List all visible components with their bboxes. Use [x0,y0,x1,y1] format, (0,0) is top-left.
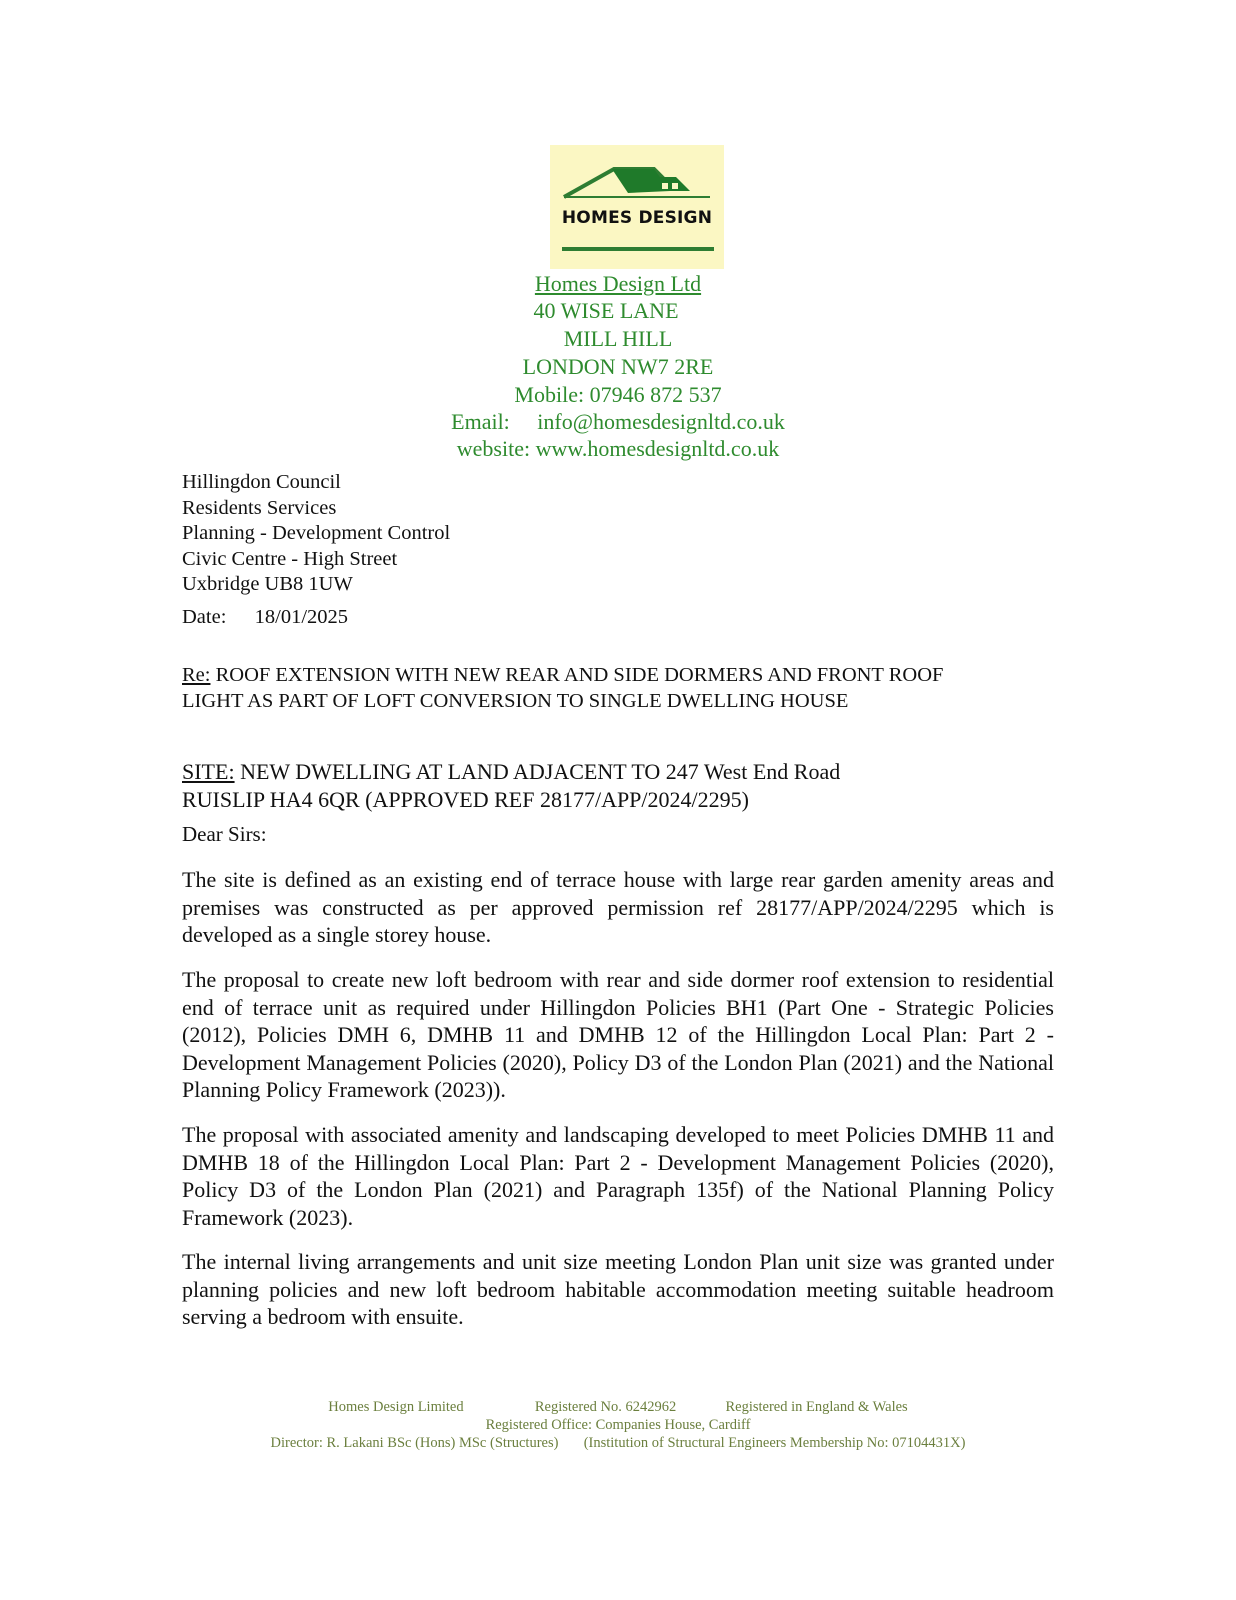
recipient-line: Uxbridge UB8 1UW [182,573,353,595]
recipient-line: Hillingdon Council [182,471,341,493]
body-paragraph: The internal living arrangements and unit size meeting London Plan unit size was granted under planning policies and new loft bedroom habitable accommodation meeting suitable headroom serving a bedroom with ensuite. [182,1249,1054,1329]
body-paragraph: The proposal to create new loft bedroom with rear and side dormer roof extension to residential end of terrace unit as required under Hillingdon Policies BH1 (Part One - Strategic Policies (2012), Policies DMH 6, DMHB 11 and DMHB 12 of the Hillingdon Local Plan: Part 2 - Development Management Policies (2020), Policy D3 of the London Plan (2021) and the National Planning Policy Framework (2023)). [182,967,1054,1102]
re-line-1: ROOF EXTENSION WITH NEW REAR AND SIDE DORMERS AND FRONT ROOF [215,664,944,686]
body-paragraph: The proposal with associated amenity and landscaping developed to meet Policies DMHB 11 and DMHB 18 of the Hillingdon Local Plan: Part 2 - Development Management Policies (2020), Policy D3 of the London Plan (2021) and Paragraph 135f) of the National Planning Policy Framework (2023). [182,1122,1054,1230]
recipient-line: Residents Services [182,496,337,519]
company-logo [550,145,724,269]
house-roof-icon [550,145,724,269]
email-address[interactable]: Email: info@homesdesignltd.co.uk [451,409,785,434]
footer-company: Homes Design Limited [328,1399,464,1415]
mobile-number: Mobile: 07946 872 537 [514,382,722,407]
site-label: SITE: [182,759,235,784]
site-line-2: RUISLIP HA4 6QR (APPROVED REF 28177/APP/2024/2295) [182,787,749,812]
footer-reg-in: Registered in England & Wales [725,1399,908,1415]
footer-registration [0,1398,1236,1417]
footer-institution: (Institution of Structural Engineers Membership No: 07104431X) [583,1435,966,1451]
letter-date [182,606,348,629]
footer-director: Director: R. Lakani BSc (Hons) MSc (Structures) [270,1435,559,1451]
re-line-2: LIGHT AS PART OF LOFT CONVERSION TO SINGLE DWELLING HOUSE [182,690,849,712]
recipient-line: Planning - Development Control [182,522,451,544]
company-name[interactable]: Homes Design Ltd [534,271,702,296]
re-label: Re: [182,664,211,686]
recipient-line: Civic Centre - High Street [182,547,398,570]
address-line-3: LONDON NW7 2RE [522,354,714,379]
footer-director-line [0,1434,1236,1453]
site-subject [182,758,840,814]
logo-wordmark: HOMES DESIGN [561,208,713,228]
footer-reg-no: Registered No. 6242962 [534,1399,677,1415]
website-url[interactable]: website: www.homesdesignltd.co.uk [456,436,780,461]
address-line-2: MILL HILL [563,326,673,351]
address-line-1: 40 WISE LANE [533,298,679,323]
re-subject [182,662,943,714]
site-line-1: NEW DWELLING AT LAND ADJACENT TO 247 West End Road [240,759,841,784]
date-label: Date: [182,606,227,628]
salutation: Dear Sirs: [182,822,267,846]
body-paragraph: The site is defined as an existing end of terrace house with large rear garden amenity areas and premises was constructed as per approved permission ref 28177/APP/2024/2295 which is developed as a single storey house. [182,867,1054,947]
footer-office: Registered Office: Companies House, Cardiff [485,1417,751,1433]
date-value: 18/01/2025 [254,606,349,628]
recipient-address [182,470,450,598]
